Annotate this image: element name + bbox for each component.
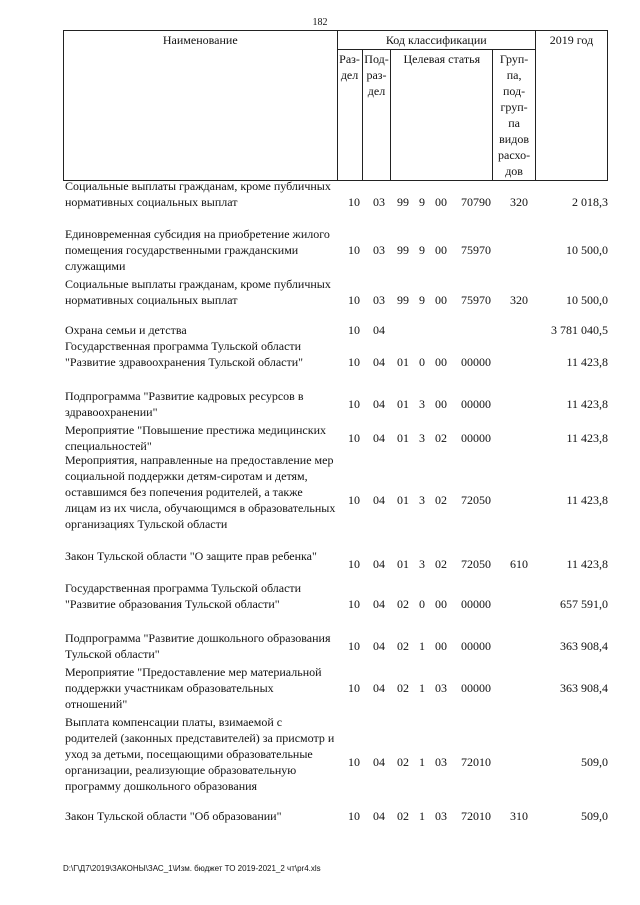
row-code-t1: 01 xyxy=(397,557,409,571)
row-code-r: 10 xyxy=(348,323,360,337)
row-code-r: 10 xyxy=(348,431,360,445)
row-amount: 509,0 xyxy=(581,755,608,769)
row-amount: 10 500,0 xyxy=(566,243,608,257)
row-code-pr: 03 xyxy=(373,243,385,257)
row-code-t4: 00000 xyxy=(461,597,491,611)
row-code-t2: 3 xyxy=(419,557,425,571)
row-code-t1: 02 xyxy=(397,755,409,769)
row-code-t3: 00 xyxy=(435,293,447,307)
row-amount: 11 423,8 xyxy=(566,397,608,411)
row-code-pr: 04 xyxy=(373,597,385,611)
row-code-t3: 00 xyxy=(435,243,447,257)
row-code-r: 10 xyxy=(348,355,360,369)
row-name: Охрана семьи и детства xyxy=(65,323,187,337)
row-code-pr: 04 xyxy=(373,493,385,507)
row-code-pr: 04 xyxy=(373,397,385,411)
row-amount: 11 423,8 xyxy=(566,355,608,369)
row-code-t3: 02 xyxy=(435,493,447,507)
row-amount: 11 423,8 xyxy=(566,493,608,507)
row-code-t2: 1 xyxy=(419,755,425,769)
row-code-t4: 75970 xyxy=(461,293,491,307)
row-name: Единовременная субсидия на приобретение жилого помещения государственными гражданскими служащими xyxy=(65,227,330,273)
header-podrazdel: Под- раз- дел xyxy=(362,50,391,181)
row-code-t4: 72050 xyxy=(461,493,491,507)
header-code: Код классификации xyxy=(337,31,535,50)
header-group: Груп- па, под- груп- па видов расхо- дов xyxy=(493,50,536,181)
row-amount: 11 423,8 xyxy=(566,431,608,445)
row-code-t2: 3 xyxy=(419,493,425,507)
row-name: Закон Тульской области "Об образовании" xyxy=(65,809,282,823)
row-code-t3: 02 xyxy=(435,557,447,571)
row-code-t2: 1 xyxy=(419,639,425,653)
row-code-t2: 0 xyxy=(419,597,425,611)
row-code-pr: 04 xyxy=(373,809,385,823)
row-code-t2: 0 xyxy=(419,355,425,369)
row-code-r: 10 xyxy=(348,493,360,507)
row-code-t1: 99 xyxy=(397,195,409,209)
file-path-footer: D:\Г\Д7\2019\ЗАКОНЫ\ЗАС_1\Изм. бюджет ТО 2019-2021_2 чт\pr4.xls xyxy=(63,864,321,873)
row-code-t4: 00000 xyxy=(461,431,491,445)
row-code-t4: 00000 xyxy=(461,397,491,411)
row-code-r: 10 xyxy=(348,397,360,411)
row-code-pr: 04 xyxy=(373,323,385,337)
row-amount: 657 591,0 xyxy=(560,597,608,611)
row-code-t3: 03 xyxy=(435,809,447,823)
row-code-pr: 04 xyxy=(373,431,385,445)
row-code-t4: 00000 xyxy=(461,681,491,695)
row-code-t1: 02 xyxy=(397,809,409,823)
row-code-r: 10 xyxy=(348,809,360,823)
row-code-t4: 72050 xyxy=(461,557,491,571)
row-code-vr: 610 xyxy=(510,557,528,571)
row-code-r: 10 xyxy=(348,243,360,257)
row-code-t1: 02 xyxy=(397,639,409,653)
row-amount: 2 018,3 xyxy=(572,195,608,209)
row-code-r: 10 xyxy=(348,557,360,571)
row-code-r: 10 xyxy=(348,195,360,209)
row-code-pr: 03 xyxy=(373,293,385,307)
row-code-t1: 02 xyxy=(397,681,409,695)
row-code-t3: 00 xyxy=(435,397,447,411)
row-code-t3: 00 xyxy=(435,195,447,209)
row-amount: 363 908,4 xyxy=(560,681,608,695)
row-code-t3: 00 xyxy=(435,355,447,369)
row-amount: 11 423,8 xyxy=(566,557,608,571)
row-name: Выплата компенсации платы, взимаемой с родителей (законных представителей) за присмотр и уход за детьми, посещающими образовательные организации, реализующие образовательную программу дошкольного образования xyxy=(65,715,335,793)
row-code-t4: 00000 xyxy=(461,355,491,369)
row-code-r: 10 xyxy=(348,597,360,611)
header-razdel: Раз- дел xyxy=(337,50,362,181)
row-name: Мероприятие "Повышение престижа медицинских специальностей" xyxy=(65,423,327,453)
row-code-t1: 01 xyxy=(397,355,409,369)
row-code-t1: 01 xyxy=(397,493,409,507)
row-code-t4: 72010 xyxy=(461,755,491,769)
row-code-t3: 03 xyxy=(435,755,447,769)
row-code-t3: 00 xyxy=(435,597,447,611)
row-code-vr: 310 xyxy=(510,809,528,823)
row-amount: 3 781 040,5 xyxy=(551,323,608,337)
row-code-t1: 01 xyxy=(397,397,409,411)
row-code-t1: 99 xyxy=(397,243,409,257)
row-code-t2: 9 xyxy=(419,293,425,307)
row-code-t1: 01 xyxy=(397,431,409,445)
row-name: Социальные выплаты гражданам, кроме публичных нормативных социальных выплат xyxy=(65,277,331,307)
row-code-t2: 9 xyxy=(419,243,425,257)
row-name: Социальные выплаты гражданам, кроме публичных нормативных социальных выплат xyxy=(65,179,331,209)
row-code-t1: 02 xyxy=(397,597,409,611)
header-year: 2019 год xyxy=(535,31,607,181)
row-amount: 509,0 xyxy=(581,809,608,823)
row-code-t1: 99 xyxy=(397,293,409,307)
row-code-t2: 9 xyxy=(419,195,425,209)
row-amount: 10 500,0 xyxy=(566,293,608,307)
row-code-t2: 1 xyxy=(419,809,425,823)
row-name: Мероприятие "Предоставление мер материальной поддержки участникам образовательных отношений" xyxy=(65,665,322,711)
row-code-vr: 320 xyxy=(510,293,528,307)
row-code-pr: 04 xyxy=(373,755,385,769)
row-code-t3: 00 xyxy=(435,639,447,653)
row-code-r: 10 xyxy=(348,755,360,769)
row-name: Мероприятия, направленные на предоставление мер социальной поддержки детям-сиротам и детям, оставшимся без попечения родителей, а также лицам из их числа, обучающимся в образовательных организациях Тульской области xyxy=(65,453,336,531)
row-name: Государственная программа Тульской области "Развитие образования Тульской области" xyxy=(65,581,302,611)
row-code-t4: 72010 xyxy=(461,809,491,823)
row-code-vr: 320 xyxy=(510,195,528,209)
row-code-r: 10 xyxy=(348,639,360,653)
row-code-pr: 04 xyxy=(373,557,385,571)
row-code-t4: 00000 xyxy=(461,639,491,653)
row-code-t4: 75970 xyxy=(461,243,491,257)
header-name: Наименование xyxy=(64,31,338,181)
table-header xyxy=(63,30,608,181)
page-number: 182 xyxy=(312,17,328,28)
row-code-pr: 04 xyxy=(373,681,385,695)
row-code-pr: 03 xyxy=(373,195,385,209)
row-code-r: 10 xyxy=(348,293,360,307)
row-code-pr: 04 xyxy=(373,355,385,369)
row-name: Закон Тульской области "О защите прав ребенка" xyxy=(65,549,317,563)
row-code-r: 10 xyxy=(348,681,360,695)
row-code-t3: 03 xyxy=(435,681,447,695)
row-name: Подпрограмма "Развитие кадровых ресурсов в здравоохранении" xyxy=(65,389,304,419)
row-amount: 363 908,4 xyxy=(560,639,608,653)
row-code-pr: 04 xyxy=(373,639,385,653)
row-code-t2: 3 xyxy=(419,431,425,445)
row-code-t4: 70790 xyxy=(461,195,491,209)
header-target: Целевая статья xyxy=(391,50,493,181)
row-name: Государственная программа Тульской области "Развитие здравоохранения Тульской области" xyxy=(65,339,304,369)
row-name: Подпрограмма "Развитие дошкольного образования Тульской области" xyxy=(65,631,331,661)
row-code-t2: 1 xyxy=(419,681,425,695)
row-code-t3: 02 xyxy=(435,431,447,445)
row-code-t2: 3 xyxy=(419,397,425,411)
